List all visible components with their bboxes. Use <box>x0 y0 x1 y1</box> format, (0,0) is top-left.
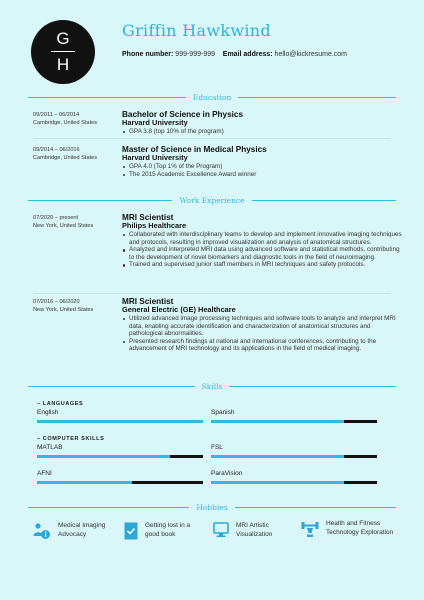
date-range: 07/2020 – present <box>33 215 79 221</box>
date-range: 09/2014 – 06/2016 <box>33 147 80 153</box>
skill-level-bar <box>211 420 377 423</box>
candidate-name: Griffin Hawkwind <box>122 21 271 40</box>
book-icon <box>124 522 138 540</box>
monogram-avatar <box>31 20 95 84</box>
section-rule <box>28 200 172 201</box>
people-info-icon <box>33 522 51 540</box>
detail-item: GPA 3.8 (top 10% of the program) <box>122 128 402 136</box>
hobby-label: Getting lost in a good book <box>145 522 191 538</box>
date-range: 09/2011 – 06/2014 <box>33 112 80 118</box>
skill-name: FSL <box>211 444 223 451</box>
location: New York, United States <box>33 223 94 229</box>
skill-name: AFNI <box>37 470 52 477</box>
contact-info <box>122 51 347 58</box>
divider <box>33 138 391 139</box>
location: New York, United States <box>33 307 94 313</box>
section-rule <box>229 386 396 387</box>
skill-level-bar <box>211 455 377 458</box>
phone-label: Phone number: <box>122 51 174 58</box>
school: Harvard University <box>122 153 188 162</box>
degree: Bachelor of Science in Physics <box>122 110 244 119</box>
monogram-initial-top: G <box>56 29 70 48</box>
section-title: Work Experience <box>179 195 245 205</box>
fitness-trophy-icon <box>301 520 319 538</box>
skill-level-bar <box>37 455 203 458</box>
hobby-item <box>33 522 123 540</box>
email-address[interactable]: hello@kickresume.com <box>274 51 348 58</box>
bullet-item: Trained and supervised junior staff members in MRI techniques and safety protocols. <box>122 261 402 269</box>
skill-level-bar <box>211 481 377 484</box>
skill-name: MATLAB <box>37 444 63 451</box>
experience-dates <box>33 298 93 314</box>
education-dates <box>33 146 97 162</box>
skill-name: ParaVision <box>211 470 243 477</box>
detail-item: The 2015 Academic Excellence Award winner <box>122 171 402 179</box>
bullet-item: Presented research findings at national and international conferences, contributing to the advancement of MRI technology and its applications in the field of medical imaging. <box>122 338 402 353</box>
section-rule <box>235 507 396 508</box>
skill-name: Spanish <box>211 409 235 416</box>
hobby-item <box>213 522 293 539</box>
hobby-label: MRI Artistic Visualization <box>236 522 273 538</box>
location: Cambridge, United States <box>33 155 98 161</box>
monogram-divider <box>51 51 75 52</box>
email-label: Email address: <box>222 51 273 58</box>
section-title: Skills <box>201 381 223 391</box>
education-entry <box>122 110 402 136</box>
section-title: Hobbies <box>196 502 228 512</box>
phone-number: 999-999-999 <box>175 51 215 58</box>
detail-item: GPA 4.0 (Top 1% of the Program) <box>122 163 402 171</box>
company: Philips Healthcare <box>122 221 187 230</box>
job-title: MRI Scientist <box>122 213 174 222</box>
experience-entry <box>122 297 402 353</box>
section-hobbies-header <box>28 502 396 512</box>
job-title: MRI Scientist <box>122 297 174 306</box>
skill-level-bar <box>37 420 203 423</box>
skill-level-fill <box>211 481 344 484</box>
skill-level-fill <box>37 481 132 484</box>
skill-level-fill <box>211 455 344 458</box>
monitor-icon <box>213 522 229 538</box>
section-rule <box>238 97 396 98</box>
section-rule <box>28 507 189 508</box>
experience-dates <box>33 214 93 230</box>
hobby-label: Medical Imaging Advocacy <box>58 522 106 538</box>
languages-heading: – LANGUAGES <box>37 401 84 407</box>
section-rule <box>28 97 186 98</box>
degree: Master of Science in Medical Physics <box>122 145 267 154</box>
section-rule <box>28 386 195 387</box>
bullet-item: Collaborated with interdisciplinary teams to develop and implement innovative imaging techniques and protocols, resulting in improved visualization and analysis of anatomical structures. <box>122 231 402 246</box>
bullet-item: Utilized advanced image processing techniques and software tools to analyze and interpret MRI data, enabling accurate identification and characterization of anatomical structures and pathological abnormalities. <box>122 315 402 338</box>
section-title: Education <box>192 92 232 102</box>
hobby-item <box>124 522 204 540</box>
education-dates <box>33 111 97 127</box>
skill-level-fill <box>211 420 344 423</box>
monogram-initial-bottom: H <box>56 55 70 74</box>
section-education-header <box>28 92 396 102</box>
location: Cambridge, United States <box>33 120 98 126</box>
skill-level-fill <box>37 455 170 458</box>
section-experience-header <box>28 195 396 205</box>
education-entry <box>122 145 402 178</box>
skill-level-bar <box>37 481 203 484</box>
date-range: 07/2016 – 06/2020 <box>33 299 80 305</box>
skill-name: English <box>37 409 59 416</box>
hobby-item <box>301 520 401 538</box>
experience-entry <box>122 213 402 269</box>
section-skills-header <box>28 381 396 391</box>
company: General Electric (GE) Healthcare <box>122 305 236 314</box>
computer-skills-heading: – COMPUTER SKILLS <box>37 436 105 442</box>
bullet-item: Analyzed and interpreted MRI data using advanced software and statistical methods, contributing to the development of novel biomarkers and diagnostic tools in the field of neuroimaging. <box>122 246 402 261</box>
skill-level-fill <box>37 420 203 423</box>
hobby-label: Health and Fitness Technology Exploration <box>326 520 394 536</box>
school: Harvard University <box>122 118 188 127</box>
divider <box>33 293 391 294</box>
section-rule <box>252 200 396 201</box>
